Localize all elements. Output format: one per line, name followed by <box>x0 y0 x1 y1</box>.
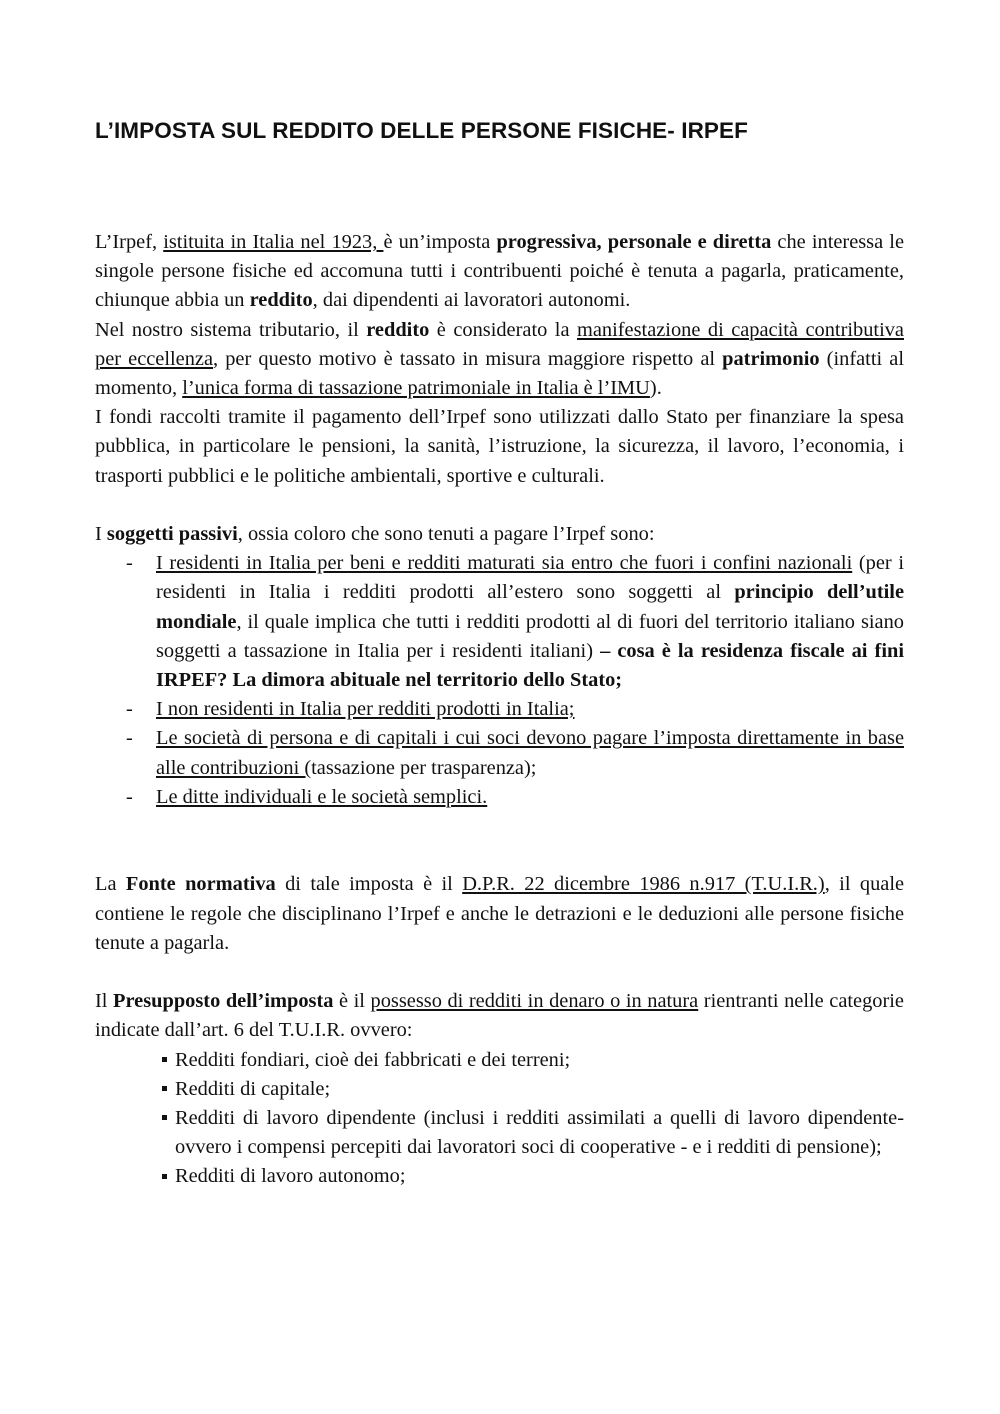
square-bullet-icon <box>162 1057 167 1062</box>
dash-bullet: - <box>126 552 133 575</box>
bold-text: soggetti passivi <box>106 523 238 546</box>
bold-text: Presupposto dell’imposta <box>113 990 334 1013</box>
underlined-text: D.P.R. 22 dicembre 1986 n.917 (T.U.I.R.) <box>462 873 825 896</box>
underlined-text: l’unica forma di tassazione patrimoniale in Italia è l’IMU <box>182 377 650 400</box>
underlined-text: I residenti in Italia per beni e redditi maturati sia entro che fuori i confini nazionali <box>156 552 853 575</box>
underlined-text: possesso di redditi in denaro o in natura <box>370 990 699 1013</box>
list-item: Redditi fondiari, cioè dei fabbricati e dei terreni; <box>95 1046 904 1075</box>
underlined-text: I non residenti in Italia per redditi prodotti in Italia; <box>156 698 575 721</box>
list-item: - Le società di persona e di capitali i cui soci devono pagare l’imposta direttamente in base alle contribuzioni (tassazione per trasparenza); <box>95 724 904 782</box>
dash-bullet: - <box>126 698 133 721</box>
soggetti-passivi-list <box>95 549 904 812</box>
square-bullet-icon <box>162 1086 167 1091</box>
list-item: Redditi di lavoro dipendente (inclusi i redditi assimilati a quelli di lavoro dipendente- ovvero i compensi percepiti dai lavoratori soci di cooperative - e i redditi di pensione); <box>95 1104 904 1162</box>
list-item: Redditi di lavoro autonomo; <box>95 1162 904 1191</box>
bold-text: patrimonio <box>722 347 820 370</box>
square-bullet-icon <box>162 1174 167 1179</box>
bold-text: – cosa è la residenza fiscale ai fini IRPEF? La dimora abituale nel territorio dello Stato; <box>156 639 904 692</box>
paragraph-reddito: Nel nostro sistema tributario, il reddito è considerato la manifestazione di capacità contributiva per eccellenza, per questo motivo è tassato in misura maggiore rispetto al patrimonio (infatti al momento, l’unica forma di tassazione patrimoniale in Italia è l’IMU). <box>95 318 904 400</box>
bold-text: Fonte normativa <box>125 873 276 896</box>
underlined-text: istituita in Italia nel 1923, <box>163 231 384 253</box>
square-bullet-icon <box>162 1115 167 1120</box>
paragraph-soggetti-passivi: I soggetti passivi, ossia coloro che sono tenuti a pagare l’Irpef sono: <box>95 523 655 546</box>
list-item: - I residenti in Italia per beni e redditi maturati sia entro che fuori i confini nazionali (per i residenti in Italia i redditi prodotti all’estero sono soggetti al principio dell’utile mondiale, il quale implica che tutti i redditi prodotti al di fuori del territorio italiano siano soggetti a tassazione in Italia per i residenti italiani) – cosa è la residenza fiscale ai fini IRPEF? La dimora abituale nel territorio dello Stato; <box>95 549 904 695</box>
paragraph-presupposto: Il Presupposto dell’imposta è il possesso di redditi in denaro o in natura rientranti nelle categorie indicate dall’art. 6 del T.U.I.R. ovvero: <box>95 990 904 1042</box>
page-title: L’IMPOSTA SUL REDDITO DELLE PERSONE FISICHE- IRPEF <box>95 118 748 143</box>
dash-bullet: - <box>126 727 133 750</box>
underlined-text: manifestazione di capacità contributiva per eccellenza <box>95 318 904 370</box>
bold-text: progressiva, personale e diretta <box>496 231 772 253</box>
spacer <box>95 958 904 987</box>
bold-text: reddito <box>249 289 313 312</box>
spacer <box>95 812 904 841</box>
spacer <box>95 841 904 870</box>
bold-text: reddito <box>366 318 430 341</box>
spacer <box>95 491 904 520</box>
underlined-text: Le ditte individuali e le società semplici. <box>156 785 488 808</box>
paragraph-irpef-intro: L’Irpef, istituita in Italia nel 1923, è un’imposta progressiva, personale e diretta che interessa le singole persone fisiche ed accomuna tutti i contribuenti poiché è tenuta a pagarla, praticamente, chiunque abbia un reddito, dai dipendenti ai lavoratori autonomi. <box>95 231 904 312</box>
categorie-redditi-list <box>95 1046 904 1192</box>
document-body <box>95 228 904 1192</box>
paragraph-fondi: I fondi raccolti tramite il pagamento dell’Irpef sono utilizzati dallo Stato per finanziare la spesa pubblica, in particolare le pensioni, la sanità, l’istruzione, la sicurezza, il lavoro, l’economia, i trasporti pubblici e le politiche ambientali, sportive e culturali. <box>95 406 904 487</box>
paragraph-fonte-normativa: La Fonte normativa di tale imposta è il D.P.R. 22 dicembre 1986 n.917 (T.U.I.R.), il quale contiene le regole che disciplinano l’Irpef e anche le detrazioni e le deduzioni alle persone fisiche tenute a pagarla. <box>95 873 905 954</box>
list-item: Redditi di capitale; <box>95 1075 904 1104</box>
underlined-text: Le società di persona e di capitali i cui soci devono pagare l’imposta direttamente in base alle contribuzioni ( <box>156 727 904 779</box>
dash-bullet: - <box>126 785 133 808</box>
list-item <box>95 783 904 812</box>
list-item <box>95 695 904 724</box>
bold-text: principio dell’utile mondiale <box>156 581 905 633</box>
